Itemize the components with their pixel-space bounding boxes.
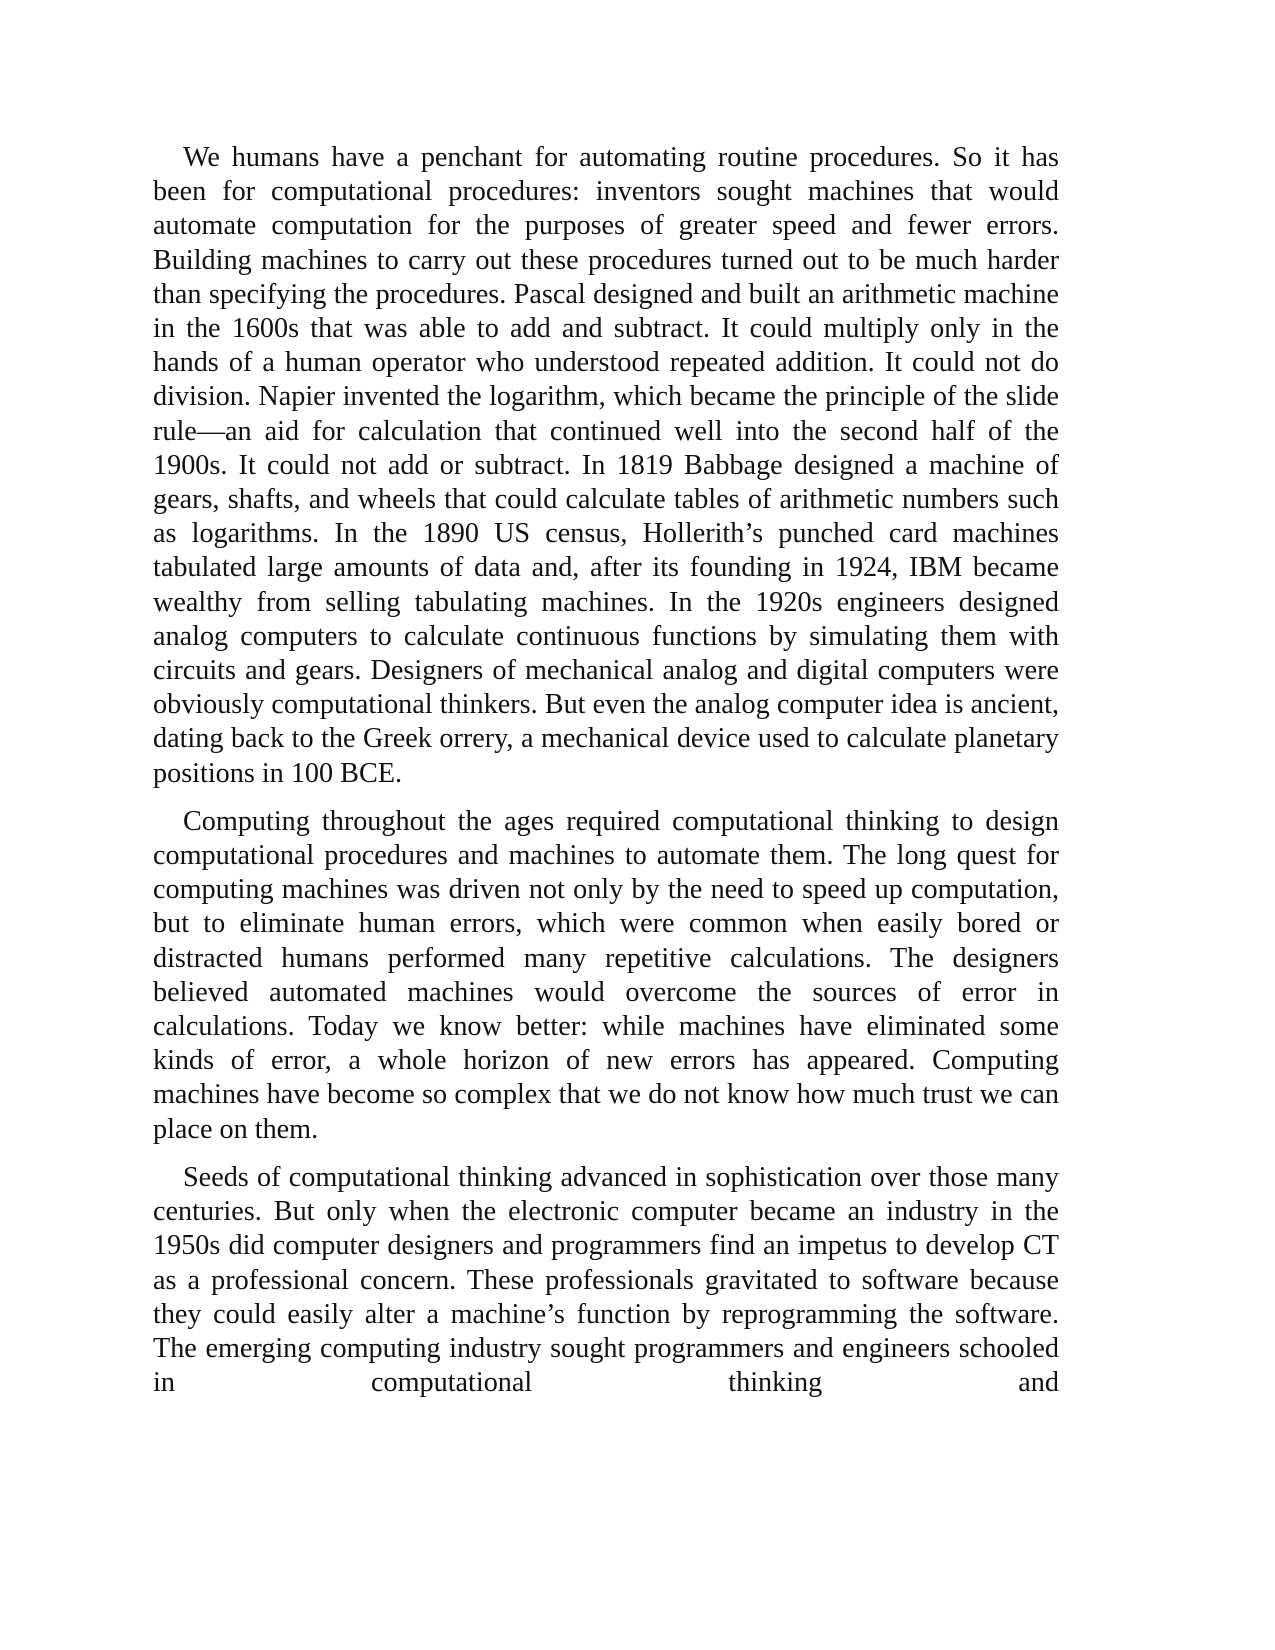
paragraph-seeds-of-ct: Seeds of computational thinking advanced in sophistication over those many centuries. But only when the electronic computer became an industry in the 1950s did computer designers and programmers find an impetus to develop CT as a professional concern. These professionals gravitated to software because they could easily alter a machine’s function by reprogramming the software. The emerging computing industry sought programmers and engineers schooled in computational thinking and: [153, 1161, 1059, 1399]
document-page: [153, 141, 1059, 1400]
paragraph-computational-thinking-ages: Computing throughout the ages required computational thinking to design computational procedures and machines to automate them. The long quest for computing machines was driven not only by the need to speed up computation, but to eliminate human errors, which were common when easily bored or distracted humans performed many repetitive calculations. The designers believed automated machines would overcome the sources of error in calculations. Today we know better: while machines have eliminated some kinds of error, a whole horizon of new errors has appeared. Computing machines have become so complex that we do not know how much trust we can place on them.: [153, 805, 1059, 1145]
paragraph-automation-history: We humans have a penchant for automating routine procedures. So it has been for computational procedures: inventors sought machines that would automate computation for the purposes of greater speed and fewer errors. Building machines to carry out these procedures turned out to be much harder than specifying the procedures. Pascal designed and built an arithmetic machine in the 1600s that was able to add and subtract. It could multiply only in the hands of a human operator who understood repeated addition. It could not do division. Napier invented the logarithm, which became the principle of the slide rule—an aid for calculation that continued well into the second half of the 1900s. It could not add or subtract. In 1819 Babbage designed a machine of gears, shafts, and wheels that could calculate tables of arithmetic numbers such as logarithms. In the 1890 US census, Hollerith’s punched card machines tabulated large amounts of data and, after its founding in 1924, IBM became wealthy from selling tabulating machines. In the 1920s engineers designed analog computers to calculate continuous functions by simulating them with circuits and gears. Designers of mechanical analog and digital computers were obviously computational thinkers. But even the analog computer idea is ancient, dating back to the Greek orrery, a mechanical device used to calculate planetary positions in 100 BCE.: [153, 142, 1059, 789]
